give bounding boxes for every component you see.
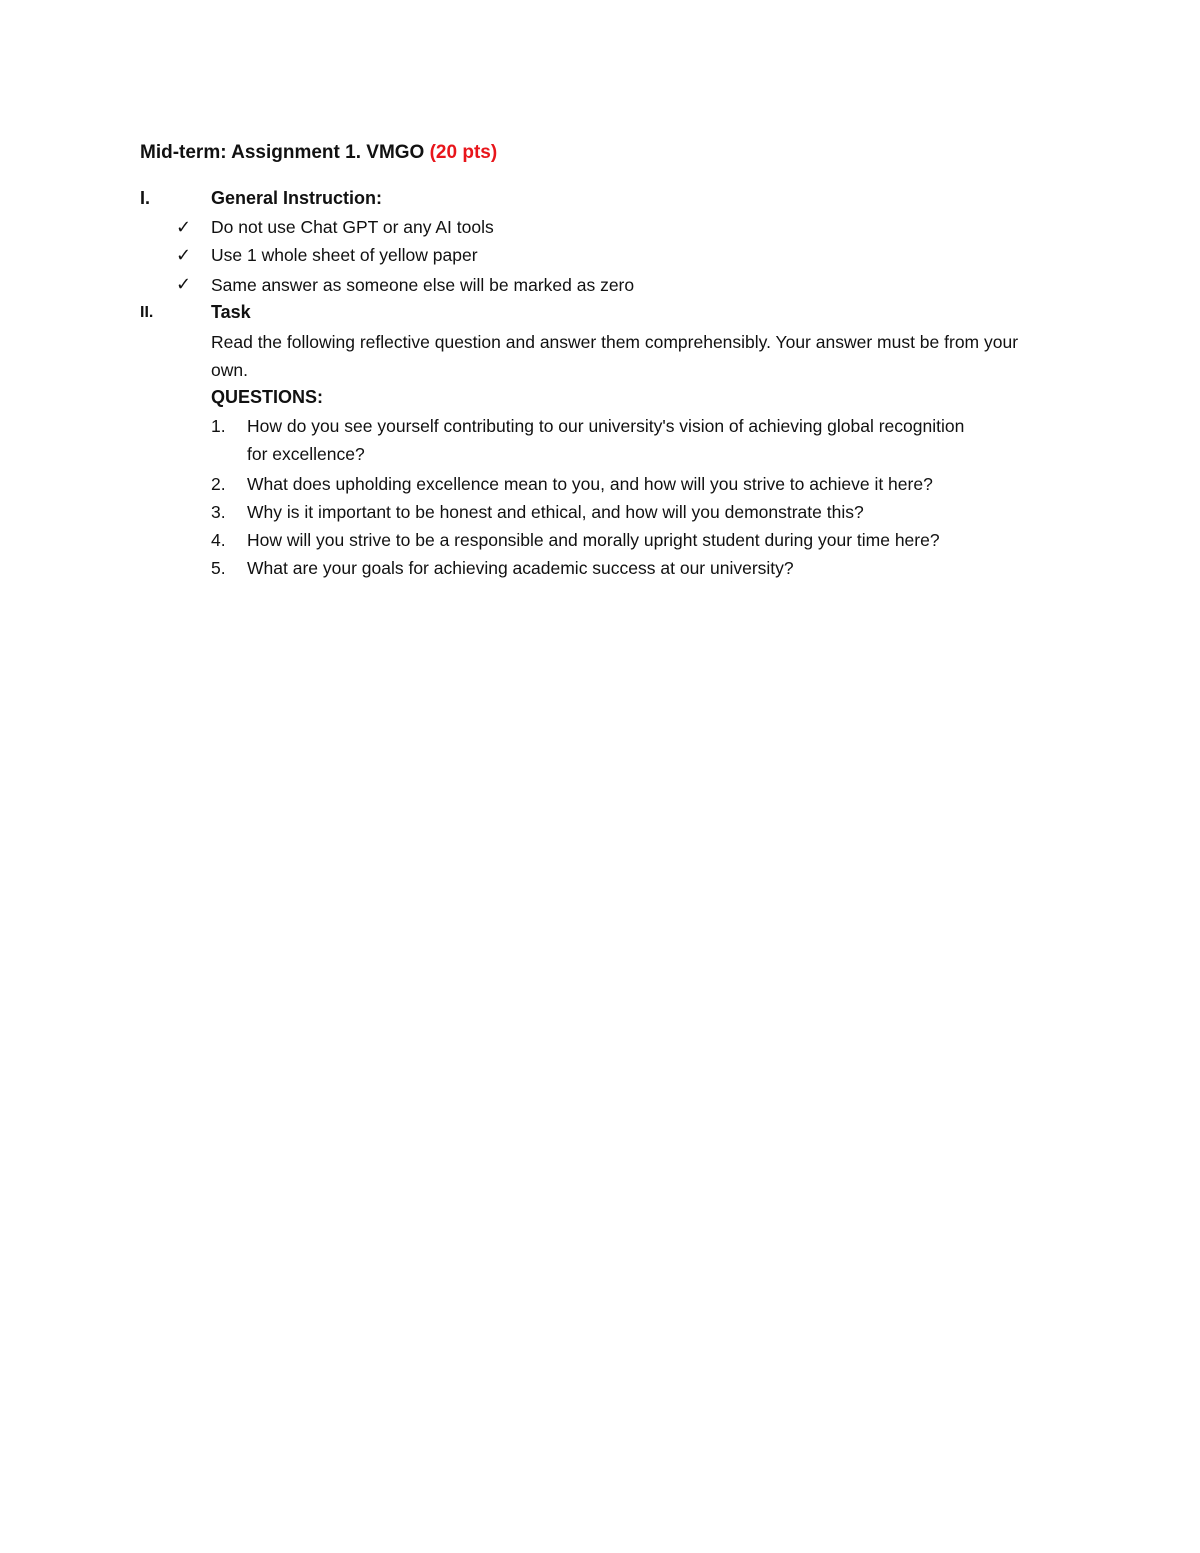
- section-number-2: II.: [140, 304, 154, 321]
- question-text: Why is it important to be honest and ethical, and how will you demonstrate this?: [247, 502, 864, 522]
- question-text: What does upholding excellence mean to you, and how will you strive to achieve it here?: [247, 474, 933, 494]
- question-text: What are your goals for achieving academic success at our university?: [247, 558, 794, 578]
- checkmark-icon: ✓: [176, 245, 192, 265]
- section-number-1: I.: [140, 188, 151, 208]
- question-number: 4.: [211, 530, 226, 550]
- question-text: How will you strive to be a responsible and morally upright student during your time here?: [247, 530, 940, 550]
- question-number: 1.: [211, 416, 226, 436]
- question-text: How do you see yourself contributing to our university's vision of achieving global recognition for excellence?: [247, 416, 965, 464]
- instruction-bullet: Same answer as someone else will be marked as zero: [211, 275, 635, 295]
- section-heading-task: Task: [211, 302, 251, 322]
- questions-heading: QUESTIONS:: [211, 387, 324, 407]
- question-number: 3.: [211, 502, 226, 522]
- instruction-bullet: Do not use Chat GPT or any AI tools: [211, 217, 494, 237]
- document-title: [140, 142, 497, 164]
- title-points: (20 pts): [429, 142, 498, 163]
- task-paragraph: Read the following reflective question and answer them comprehensibly. Your answer must be from your own.: [211, 332, 1019, 380]
- checkmark-icon: ✓: [176, 274, 192, 294]
- question-number: 5.: [211, 558, 226, 578]
- title-main: Mid-term: Assignment 1. VMGO: [140, 142, 425, 163]
- question-number: 2.: [211, 474, 226, 494]
- instruction-bullet: Use 1 whole sheet of yellow paper: [211, 245, 478, 265]
- section-heading-general-instruction: General Instruction:: [211, 188, 383, 208]
- checkmark-icon: ✓: [176, 217, 192, 237]
